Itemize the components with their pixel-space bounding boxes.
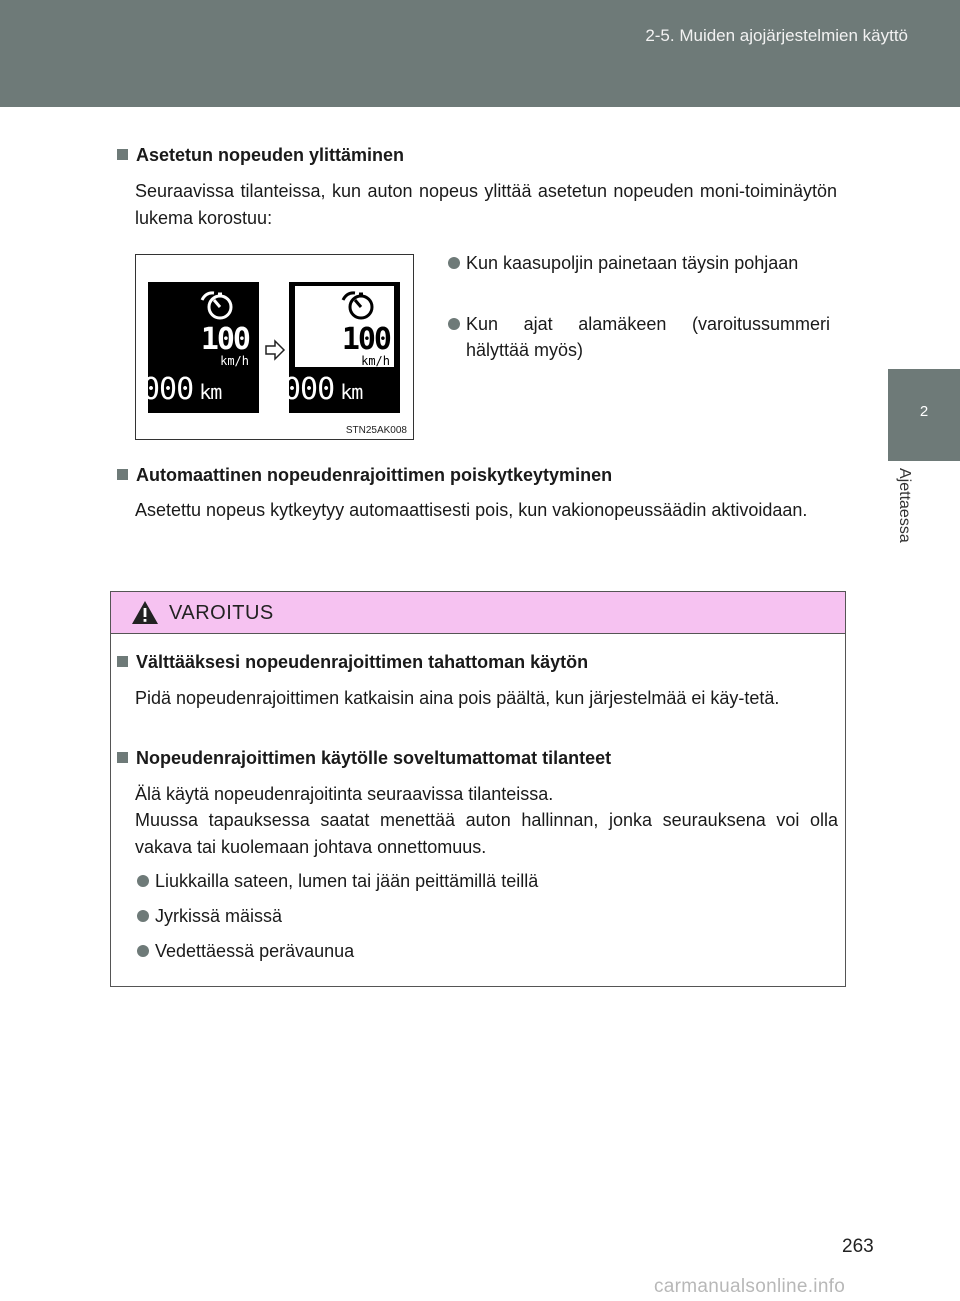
odometer [142, 372, 221, 407]
warning-bullet [155, 868, 835, 894]
bullet-text: Jyrkissä mäissä [155, 906, 283, 926]
section-title: 2-5. Muiden ajojärjestelmien käyttö [645, 26, 908, 45]
square-bullet-icon [117, 752, 128, 763]
bullet-dot-icon [448, 318, 460, 330]
square-bullet-icon [117, 656, 128, 667]
chapter-tab [888, 369, 960, 461]
chapter-label [896, 468, 916, 568]
speed-unit: km/h [220, 354, 249, 368]
section1-bullet [466, 311, 830, 363]
section1-bullet [466, 250, 830, 276]
bullet-dot-icon [137, 945, 149, 957]
chapter-number: 2 [919, 403, 929, 420]
warning-icon [131, 600, 159, 625]
bullet-dot-icon [448, 257, 460, 269]
display-highlighted [283, 282, 400, 413]
speed-value: 100 [200, 322, 249, 357]
display-normal [142, 282, 259, 413]
warning-bullet [155, 938, 835, 964]
warning-title: VAROITUS [169, 602, 274, 624]
section2-heading-text: Automaattinen nopeudenrajoittimen poiskytkeytyminen [136, 465, 613, 485]
bullet-dot-icon [137, 875, 149, 887]
section1-intro: Seuraavissa tilanteissa, kun auton nopeus ylittää asetetun nopeuden moni-toiminäytön lukema korostuu: [135, 181, 837, 228]
section1-heading-text: Asetetun nopeuden ylittäminen [136, 145, 405, 165]
bullet-text: Vedettäessä perävaunua [155, 941, 355, 961]
warning-item-heading [117, 652, 588, 673]
speed-unit: km/h [361, 354, 390, 368]
section2-text: Asetettu nopeus kytkeytyy automaattisesti pois, kun vakionopeussäädin aktivoidaan. [135, 500, 808, 520]
odometer-value: 000 [142, 372, 194, 407]
warning-item-text: Muussa tapauksessa saatat menettää auton hallinnan, jonka seurauksena voi olla vakava tai kuolemaan johtava onnettomuus. [135, 810, 838, 857]
warning-item-heading [117, 748, 611, 769]
bullet-text: Kun kaasupoljin painetaan täysin pohjaan [466, 253, 799, 273]
display-figure [135, 254, 414, 440]
arrow-right-icon [264, 339, 286, 361]
section1-heading [117, 145, 404, 166]
warning-item-text: Älä käytä nopeudenrajoitinta seuraavissa tilanteissa. [135, 784, 554, 804]
page-header [0, 0, 960, 107]
speed-limiter-icon [339, 290, 379, 322]
watermark: carmanualsonline.info [654, 1276, 846, 1297]
odometer-unit: km [340, 380, 363, 404]
speed-limiter-icon [198, 290, 238, 322]
odometer-unit: km [199, 380, 222, 404]
odometer [283, 372, 362, 407]
speed-area-highlighted [295, 286, 394, 367]
bullet-dot-icon [137, 910, 149, 922]
odometer-value: 000 [283, 372, 335, 407]
bullet-text: Kun ajat alamäkeen (varoitussummeri hälyttää myös) [466, 314, 830, 360]
warning-box [110, 591, 846, 987]
bullet-text: Liukkailla sateen, lumen tai jään peittämillä teillä [155, 871, 539, 891]
square-bullet-icon [117, 469, 128, 480]
warning-item-heading-text: Välttääksesi nopeudenrajoittimen tahattoman käytön [136, 652, 589, 672]
warning-bullet [155, 903, 835, 929]
warning-item-text: Pidä nopeudenrajoittimen katkaisin aina pois päältä, kun järjestelmää ei käy-tetä. [135, 688, 780, 708]
chapter-label-text: Ajettaessa [896, 468, 913, 543]
section2-heading [117, 465, 612, 486]
warning-header [111, 592, 845, 634]
speed-value: 100 [341, 322, 390, 357]
warning-item-heading-text: Nopeudenrajoittimen käytölle soveltumattomat tilanteet [136, 748, 612, 768]
square-bullet-icon [117, 149, 128, 160]
page-number: 263 [842, 1236, 874, 1257]
speed-area [154, 286, 253, 367]
figure-code: STN25AK008 [345, 425, 407, 436]
